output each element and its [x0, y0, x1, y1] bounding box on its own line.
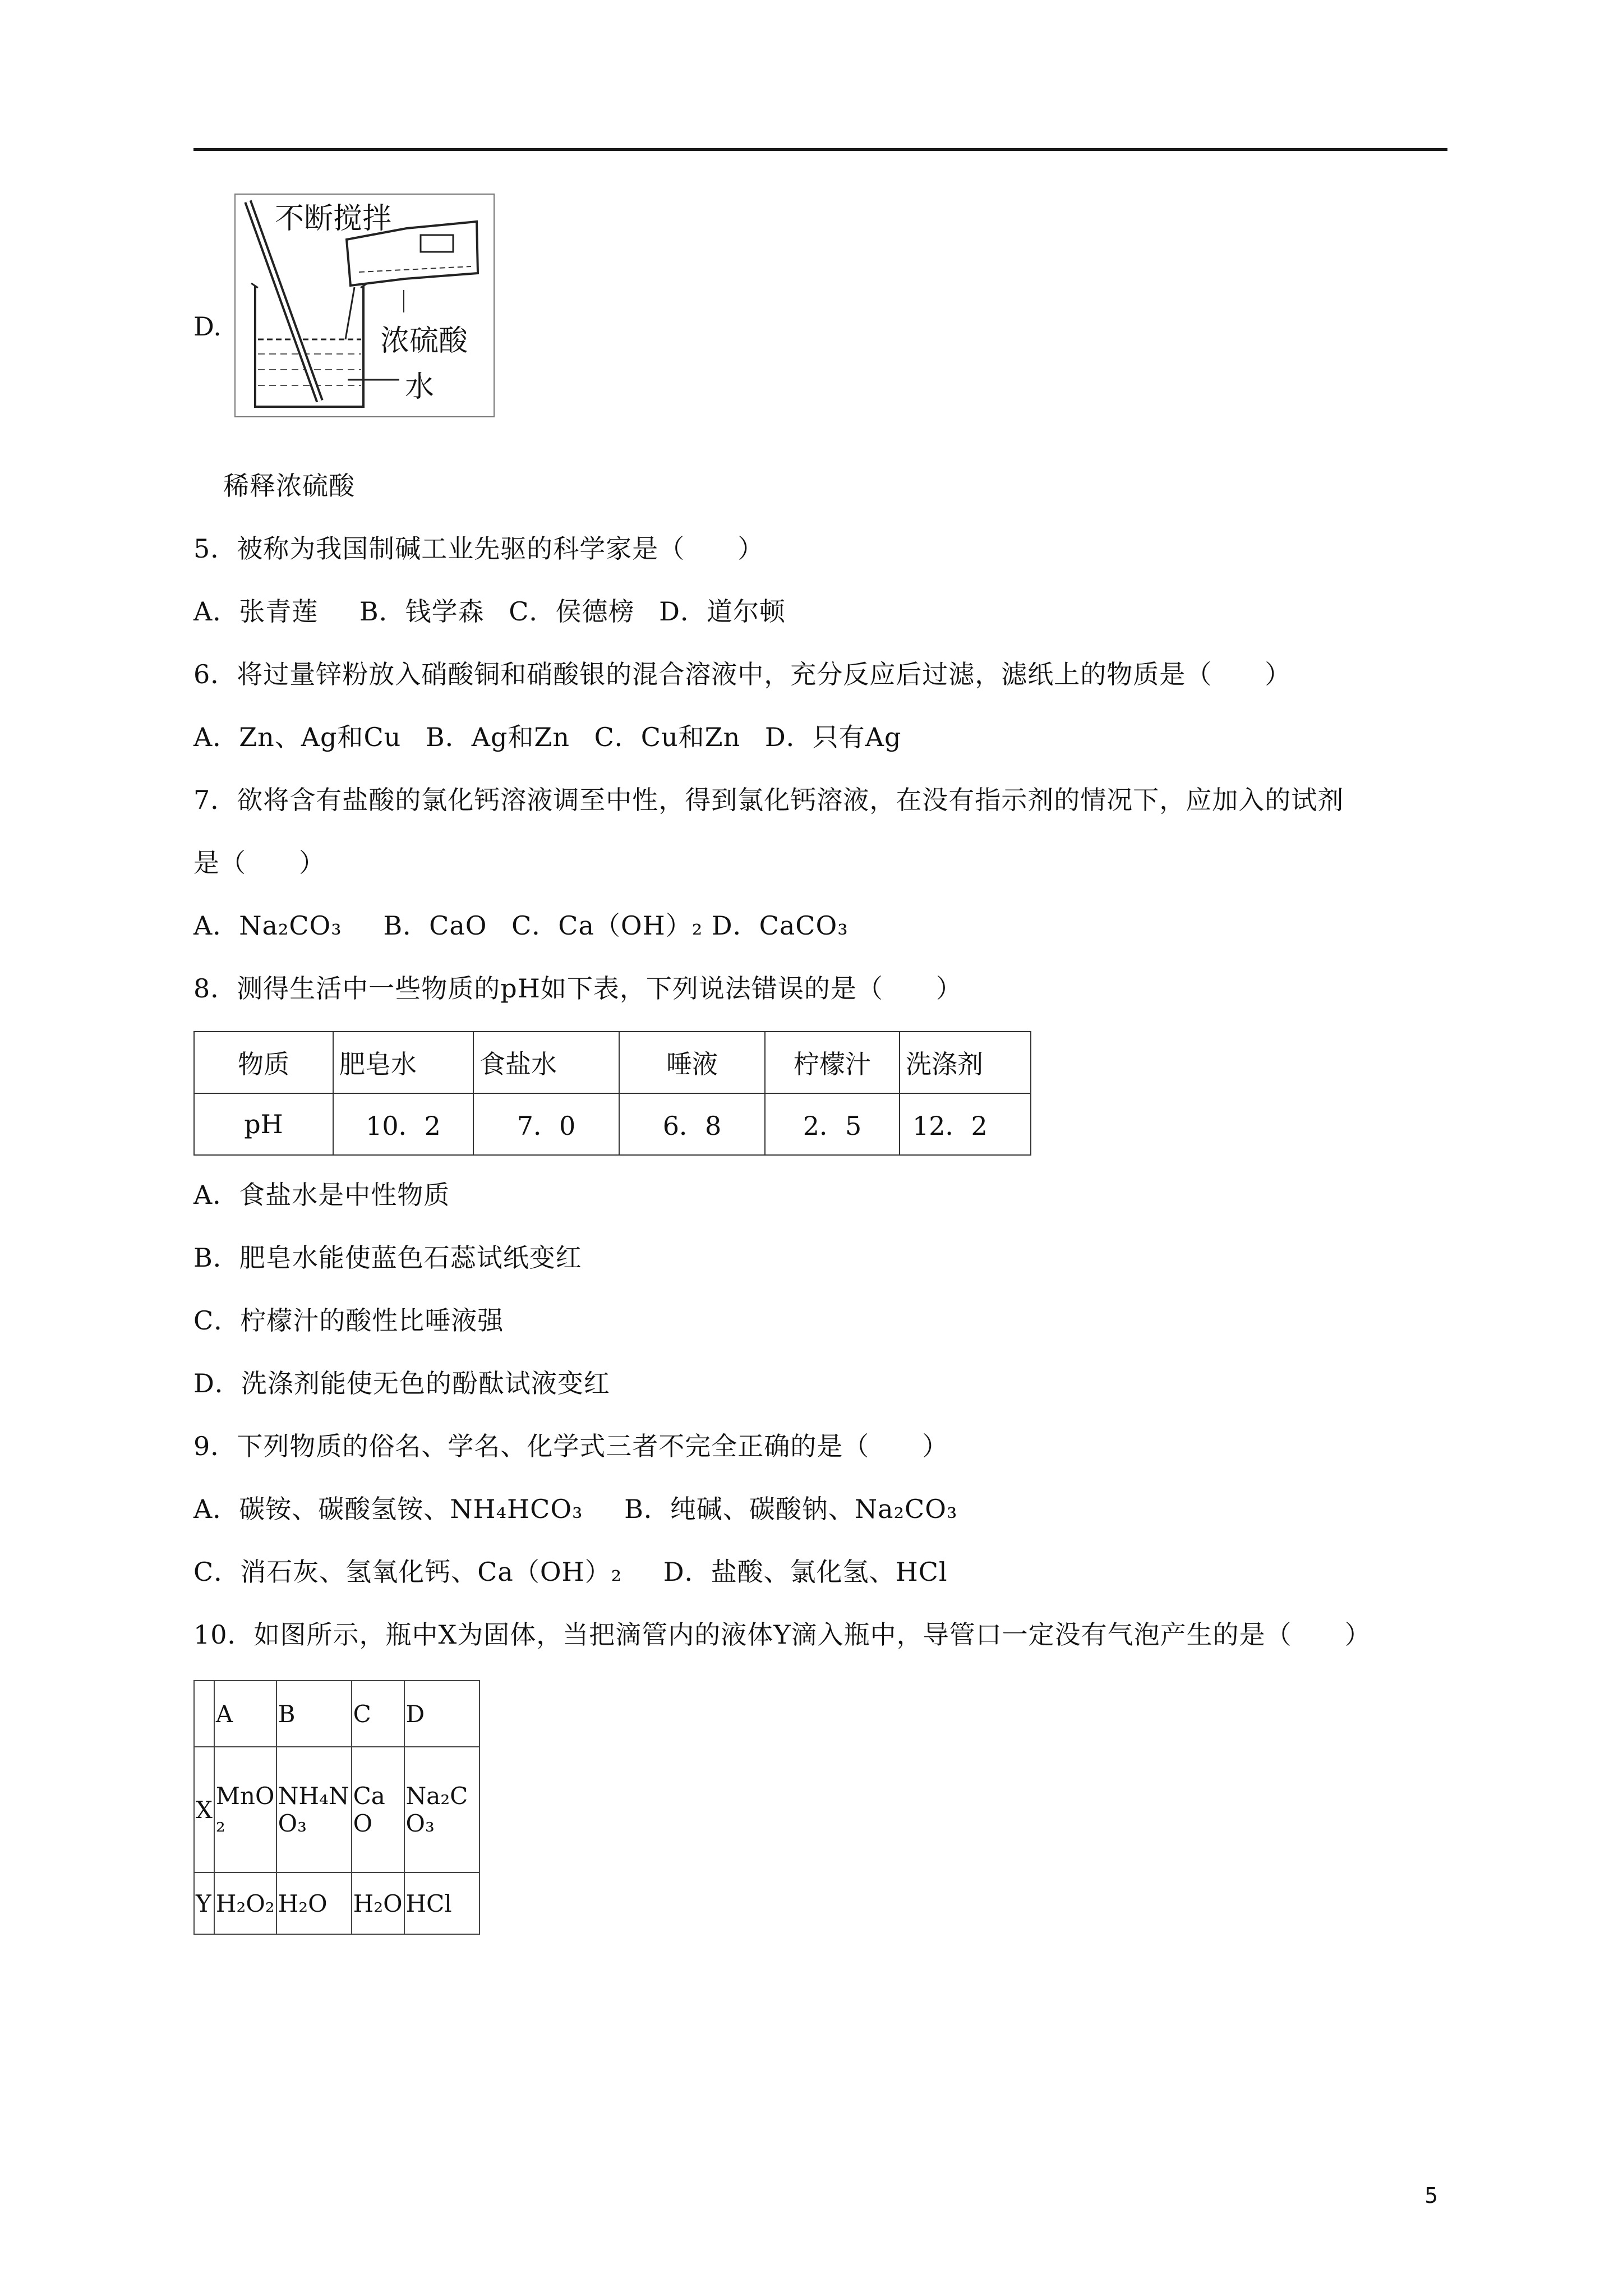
q6-option-d: D．只有Ag [764, 722, 902, 752]
table-cell: H₂O₂ [214, 1872, 276, 1934]
q8-option-a: A．食盐水是中性物质 [193, 1180, 450, 1210]
q9-option-a: A．碳铵、碳酸氢铵、NH₄HCO₃ [193, 1494, 583, 1524]
table-cell: Y [194, 1872, 214, 1934]
table-cell: MnO₂ [214, 1747, 276, 1872]
q9-options-row2 [193, 1555, 948, 1589]
q9-option-d: D．盐酸、氯化氢、HCl [663, 1557, 948, 1587]
q9-stem: 9．下列物质的俗名、学名、化学式三者不完全正确的是（ ） [193, 1431, 949, 1461]
table-row [194, 1032, 1031, 1093]
table-cell [194, 1681, 214, 1747]
table-cell: 6．8 [619, 1093, 765, 1155]
q8-option-d: D．洗涤剂能使无色的酚酞试液变红 [193, 1368, 610, 1398]
table-cell: 物质 [194, 1032, 333, 1093]
option-d-letter: D. [193, 311, 222, 342]
table-row [194, 1872, 479, 1934]
table-cell: 柠檬汁 [765, 1032, 900, 1093]
q8-stem: 8．测得生活中一些物质的pH如下表，下列说法错误的是（ ） [193, 973, 962, 1004]
table-cell: H₂O [276, 1872, 352, 1934]
table-cell: HCl [404, 1872, 479, 1934]
table-cell: 7．0 [473, 1093, 619, 1155]
q9-options-row1 [193, 1492, 957, 1526]
q7-option-a: A．Na₂CO₃ [193, 910, 342, 941]
page-number: 5 [1424, 2183, 1438, 2208]
table-cell: D [404, 1681, 479, 1747]
table-cell: NH₄NO₃ [276, 1747, 352, 1872]
table-cell: 唾液 [619, 1032, 765, 1093]
q8-option-b: B．肥皂水能使蓝色石蕊试纸变红 [193, 1243, 582, 1273]
q7-stem-line2: 是（ ） [193, 848, 325, 878]
q9-option-b: B．纯碱、碳酸钠、Na₂CO₃ [624, 1494, 958, 1524]
header-rule [193, 148, 1447, 151]
table-cell: X [194, 1747, 214, 1872]
table-cell: 2．5 [765, 1093, 900, 1155]
q7-option-d: D．CaCO₃ [711, 910, 849, 941]
q5-option-b: B．钱学森 [359, 596, 485, 627]
q5-option-c: C．侯德榜 [509, 596, 635, 627]
table-cell: pH [194, 1093, 333, 1155]
ph-table [193, 1031, 1031, 1156]
acid-label: 浓硫酸 [380, 324, 468, 358]
table-cell: 食盐水 [473, 1032, 619, 1093]
q5-option-d: D．道尔顿 [659, 596, 786, 627]
q8-option-c: C．柠檬汁的酸性比唾液强 [193, 1305, 504, 1336]
q5-option-a: A．张青莲 [193, 596, 319, 627]
table-cell: 肥皂水 [333, 1032, 473, 1093]
table-cell: Na₂CO₃ [404, 1747, 479, 1872]
table-cell: A [214, 1681, 276, 1747]
q10-stem: 10．如图所示，瓶中X为固体，当把滴管内的液体Y滴入瓶中，导管口一定没有气泡产生的是（ ） [193, 1619, 1371, 1650]
q6-option-c: C．Cu和Zn [594, 722, 741, 752]
q7-option-c: C．Ca（OH）₂ [511, 910, 703, 941]
q5-options [193, 595, 786, 628]
q7-option-b: B．CaO [383, 910, 487, 941]
water-label: 水 [405, 370, 435, 404]
q6-options [193, 720, 901, 754]
q7-options [193, 909, 849, 942]
table-cell: 12．2 [900, 1093, 1031, 1155]
table-cell: H₂O [352, 1872, 404, 1934]
stir-label: 不断搅拌 [275, 202, 392, 236]
dilution-figure [234, 194, 495, 417]
q5-stem: 5．被称为我国制碱工业先驱的科学家是（ ） [193, 533, 764, 564]
table-cell: CaO [352, 1747, 404, 1872]
table-cell: C [352, 1681, 404, 1747]
q7-stem-line1: 7．欲将含有盐酸的氯化钙溶液调至中性，得到氯化钙溶液，在没有指示剂的情况下，应加入的试剂 [193, 785, 1344, 815]
table-row [194, 1747, 479, 1872]
q9-option-c: C．消石灰、氢氧化钙、Ca（OH）₂ [193, 1557, 623, 1587]
q6-option-b: B．Ag和Zn [425, 722, 570, 752]
table-cell: 10．2 [333, 1093, 473, 1155]
q6-option-a: A．Zn、Ag和Cu [193, 722, 402, 752]
table-row [194, 1093, 1031, 1155]
table-cell: B [276, 1681, 352, 1747]
q6-stem: 6．将过量锌粉放入硝酸铜和硝酸银的混合溶液中，充分反应后过滤，滤纸上的物质是（ ） [193, 659, 1292, 689]
table-row [194, 1681, 479, 1747]
option-d-caption: 稀释浓硫酸 [223, 471, 355, 501]
table-cell: 洗涤剂 [900, 1032, 1031, 1093]
q10-table [193, 1680, 480, 1935]
